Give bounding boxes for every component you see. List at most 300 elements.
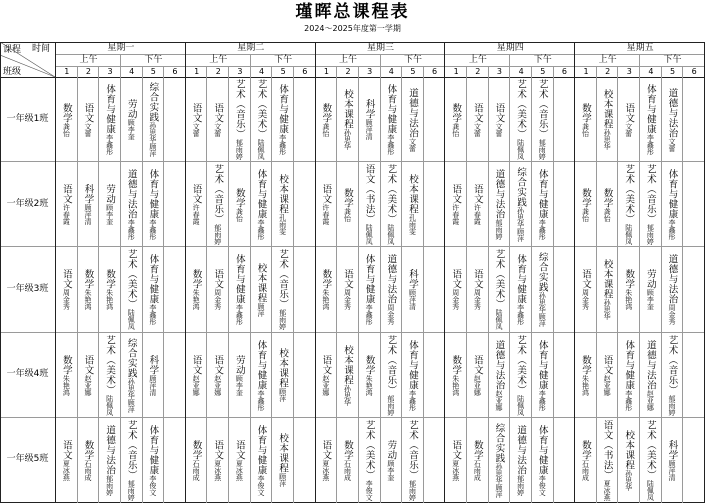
course-subject: 道德与法治 xyxy=(515,424,527,475)
course-teacher: 陆佩凤 xyxy=(257,139,265,161)
course-subject: 语文 xyxy=(212,354,224,375)
course-cell xyxy=(467,420,488,501)
course-cell xyxy=(445,335,466,416)
course-cell xyxy=(640,79,661,160)
course-cell xyxy=(445,249,466,330)
course-teacher: 龚怡 xyxy=(62,122,71,137)
course-cell xyxy=(575,420,596,501)
course-cell xyxy=(489,164,510,245)
course-cell xyxy=(78,164,99,245)
course-teacher: 陆佩凤 xyxy=(516,394,525,416)
course-teacher: 许春霞 xyxy=(62,204,71,226)
course-cell xyxy=(186,249,207,330)
day-header: 星期三 xyxy=(366,43,394,53)
course-teacher: 李鑫彤 xyxy=(148,219,157,241)
course-subject: 数学 xyxy=(580,354,591,375)
course-teacher: 朱艳鸿 xyxy=(62,374,71,396)
course-cell xyxy=(272,249,293,330)
course-cell xyxy=(402,164,423,245)
period-number: 2 xyxy=(85,67,91,76)
course-cell xyxy=(575,335,596,416)
course-teacher: 陆佩凤 xyxy=(624,224,633,246)
course-cell xyxy=(78,79,99,160)
course-subject: 体育与健康 xyxy=(147,169,159,220)
course-subject: 体育与健康 xyxy=(233,254,245,305)
course-teacher: 李鑫彤 xyxy=(538,389,547,411)
course-teacher: 陆佩凤 xyxy=(365,224,374,246)
course-teacher: 朱艳鸿 xyxy=(83,289,92,311)
course-subject: 艺术（美术） xyxy=(104,334,116,395)
period-number: 4 xyxy=(518,67,524,76)
course-cell xyxy=(207,249,228,330)
course-subject: 道德与法治 xyxy=(385,254,397,305)
course-subject: 体育与健康 xyxy=(666,169,678,220)
course-subject: 艺术（美术） xyxy=(125,249,137,310)
course-teacher: 周金秀 xyxy=(451,289,460,311)
course-cell xyxy=(532,335,553,416)
course-subject: 校本课程 xyxy=(277,174,289,215)
grid-line xyxy=(163,66,164,503)
course-teacher: 孙思华 xyxy=(603,299,612,321)
pm-header: 下午 xyxy=(274,55,293,65)
course-teacher: 赵亚娜 xyxy=(213,374,222,396)
course-cell xyxy=(662,335,683,416)
course-teacher: 周金秀 xyxy=(213,289,222,311)
course-cell xyxy=(359,335,380,416)
course-teacher: 郁雨婷 xyxy=(538,139,547,161)
course-cell xyxy=(662,249,683,330)
course-cell xyxy=(207,335,228,416)
course-subject: 语文 xyxy=(623,102,635,123)
class-name: 一年级2班 xyxy=(6,198,49,209)
course-subject: 校本课程 xyxy=(342,344,354,385)
course-cell xyxy=(467,335,488,416)
pm-header: 下午 xyxy=(663,55,682,65)
course-subject: 数学 xyxy=(580,102,591,123)
course-subject: 数学 xyxy=(342,439,354,460)
course-teacher: 龚怡 xyxy=(603,207,612,222)
course-cell xyxy=(381,79,402,160)
course-subject: 艺术（美术） xyxy=(385,164,397,225)
course-subject: 数学 xyxy=(342,187,354,208)
course-subject: 语文 xyxy=(82,354,94,375)
course-teacher: 李鑫彤 xyxy=(516,304,525,326)
course-teacher: 朱艳鸿 xyxy=(365,374,374,396)
course-teacher: 李鑫彤 xyxy=(105,134,114,156)
course-teacher: 李鑫彤 xyxy=(624,389,633,411)
corner-class-label: 班级 xyxy=(3,67,22,77)
course-subject: 语文 xyxy=(212,102,224,123)
course-teacher: 顾萍 xyxy=(278,473,287,488)
course-teacher: 赵亚娜 xyxy=(321,374,330,396)
course-subject: 艺术（音乐） xyxy=(644,164,656,225)
course-teacher: 陆佩凤 xyxy=(127,309,136,331)
course-subject: 语文（书法） xyxy=(363,164,375,225)
course-cell xyxy=(121,420,142,501)
course-teacher: 郁雨婷 xyxy=(278,309,287,331)
course-cell xyxy=(510,335,531,416)
course-teacher: 顾李奎 xyxy=(386,459,395,481)
course-cell xyxy=(229,420,250,501)
course-subject: 体育与健康 xyxy=(147,254,159,305)
course-cell xyxy=(359,420,380,501)
course-teacher: 顾萍 xyxy=(278,388,287,403)
course-subject: 语文 xyxy=(450,439,462,460)
course-teacher: 赵亚娜 xyxy=(192,374,201,396)
course-teacher: 文蕾 xyxy=(624,122,633,137)
course-cell xyxy=(186,335,207,416)
course-teacher: 顾李奎 xyxy=(105,204,114,226)
course-teacher: 李鑫彤 xyxy=(235,304,244,326)
course-cell xyxy=(337,420,358,501)
grid-line xyxy=(0,332,705,333)
course-cell xyxy=(56,164,77,245)
course-teacher: 周金秀 xyxy=(668,304,677,326)
course-subject: 劳动 xyxy=(385,439,397,460)
course-cell xyxy=(662,420,683,501)
course-cell xyxy=(359,164,380,245)
course-teacher: 龚怡 xyxy=(235,207,244,222)
course-subject: 艺术（音乐） xyxy=(277,249,289,310)
period-number: 6 xyxy=(302,67,308,76)
course-subject: 体育与健康 xyxy=(623,339,635,390)
period-number: 3 xyxy=(496,67,503,76)
course-cell xyxy=(510,420,531,501)
am-header: 上午 xyxy=(339,55,358,65)
course-subject: 数学 xyxy=(601,187,613,208)
course-cell xyxy=(618,335,639,416)
course-subject: 语文 xyxy=(471,184,483,205)
course-subject: 数学 xyxy=(233,187,245,208)
course-cell xyxy=(532,420,553,501)
period-number: 5 xyxy=(280,67,286,76)
course-subject: 道德与法治 xyxy=(666,254,678,305)
course-subject: 数学 xyxy=(60,354,72,375)
course-cell xyxy=(207,420,228,501)
course-subject: 语文 xyxy=(60,439,72,460)
course-subject: 语文 xyxy=(190,354,202,375)
course-subject: 综合实践 xyxy=(536,252,548,293)
course-teacher: 朱艳鸿 xyxy=(321,289,330,311)
course-teacher: 夏冰燕 xyxy=(213,459,222,481)
course-teacher: 龚怡 xyxy=(343,207,352,222)
course-subject: 语文 xyxy=(342,269,354,290)
course-cell xyxy=(402,79,423,160)
course-cell xyxy=(207,79,228,160)
course-cell xyxy=(99,335,120,416)
corner-course-label: 课程 xyxy=(3,45,22,55)
course-teacher: 石雨成 xyxy=(473,459,482,481)
course-cell xyxy=(662,79,683,160)
period-number: 1 xyxy=(64,67,70,76)
period-number: 3 xyxy=(626,67,632,76)
course-subject: 艺术（音乐） xyxy=(406,419,418,480)
course-cell xyxy=(532,79,553,160)
course-subject: 数学 xyxy=(471,439,483,460)
course-subject: 综合实践 xyxy=(147,82,159,123)
course-teacher: 郁雨婷 xyxy=(213,224,222,246)
course-teacher: 赵亚娜 xyxy=(603,374,612,396)
grid-line xyxy=(0,77,705,78)
course-teacher: 文蕾 xyxy=(408,137,417,152)
course-cell xyxy=(489,79,510,160)
day-header: 星期一 xyxy=(107,43,135,53)
course-teacher: 许春霞 xyxy=(451,204,460,226)
day-header: 星期四 xyxy=(496,43,524,53)
course-subject: 语文 xyxy=(233,439,245,460)
course-teacher: 孙思华顾萍 xyxy=(148,122,157,158)
course-cell xyxy=(272,164,293,245)
course-teacher: 夏冰燕 xyxy=(235,459,244,481)
course-teacher: 孙思华 xyxy=(624,469,633,491)
course-subject: 语文 xyxy=(580,269,591,290)
course-subject: 艺术（美术） xyxy=(515,79,527,140)
course-subject: 数学 xyxy=(580,439,591,460)
course-teacher: 周金秀 xyxy=(386,304,395,326)
course-cell xyxy=(597,420,618,501)
course-subject: 语文 xyxy=(471,102,483,123)
course-subject: 艺术（音乐） xyxy=(212,164,224,225)
course-cell xyxy=(662,164,683,245)
course-cell xyxy=(121,249,142,330)
course-subject: 体育与健康 xyxy=(385,84,397,135)
course-cell xyxy=(99,249,120,330)
course-cell xyxy=(337,335,358,416)
period-number: 6 xyxy=(561,67,567,76)
course-subject: 数学 xyxy=(82,439,94,460)
course-cell xyxy=(251,420,272,501)
course-subject: 语文 xyxy=(493,102,505,123)
course-cell xyxy=(489,335,510,416)
course-cell xyxy=(272,335,293,416)
course-teacher: 朱艳鸿 xyxy=(581,374,590,396)
course-subject: 道德与法治 xyxy=(406,87,418,138)
course-subject: 语文 xyxy=(212,269,224,290)
course-teacher: 夏冰燕 xyxy=(451,459,460,481)
course-teacher: 文蕾 xyxy=(192,122,201,137)
am-header: 上午 xyxy=(598,55,617,65)
course-teacher: 朱艳鸿 xyxy=(451,374,460,396)
course-teacher: 李鑫彤 xyxy=(386,134,395,156)
course-cell xyxy=(186,164,207,245)
course-subject: 数学 xyxy=(450,354,462,375)
course-subject: 劳动 xyxy=(644,269,656,290)
course-cell xyxy=(618,79,639,160)
course-cell xyxy=(207,164,228,245)
course-teacher: 李鑫彤 xyxy=(668,219,677,241)
course-cell xyxy=(381,335,402,416)
course-subject: 科学 xyxy=(147,354,159,375)
period-number: 6 xyxy=(432,67,438,76)
course-cell xyxy=(99,164,120,245)
course-cell xyxy=(99,79,120,160)
course-teacher: 陆佩凤 xyxy=(105,394,114,416)
course-cell xyxy=(402,249,423,330)
course-cell xyxy=(510,164,531,245)
course-cell xyxy=(99,420,120,501)
course-teacher: 赵亚娜 xyxy=(473,374,482,396)
page-title: 瑾晖总课程表 xyxy=(295,2,410,22)
corner-time-label: 时间 xyxy=(32,44,51,54)
course-subject: 语文 xyxy=(320,439,332,460)
course-subject: 语文 xyxy=(190,184,202,205)
course-subject: 语文 xyxy=(212,439,224,460)
course-teacher: 朱艳鸿 xyxy=(192,289,201,311)
course-subject: 数学 xyxy=(320,102,332,123)
course-subject: 体育与健康 xyxy=(644,84,656,135)
course-cell xyxy=(489,420,510,501)
course-teacher: 郁雨婷 xyxy=(408,479,417,501)
course-teacher: 周金秀 xyxy=(62,289,71,311)
course-subject: 语文 xyxy=(320,184,332,205)
course-subject: 体育与健康 xyxy=(104,84,116,135)
course-teacher: 李鑫彤 xyxy=(148,304,157,326)
course-cell xyxy=(445,420,466,501)
course-cell xyxy=(445,79,466,160)
course-subject: 艺术（音乐） xyxy=(536,79,548,140)
course-subject: 语文 xyxy=(471,354,483,375)
course-teacher: 孙思华 xyxy=(343,129,352,151)
course-cell xyxy=(272,420,293,501)
course-cell xyxy=(532,164,553,245)
period-number: 6 xyxy=(691,67,697,76)
period-number: 2 xyxy=(215,67,221,76)
course-teacher: 顾萍清 xyxy=(408,289,417,311)
course-teacher: 陆佩凤 xyxy=(646,479,655,501)
course-teacher: 孙思华顾萍 xyxy=(494,462,503,498)
course-subject: 校本课程 xyxy=(277,348,289,389)
course-cell xyxy=(143,335,164,416)
course-teacher: 许春霞 xyxy=(321,204,330,226)
course-subject: 综合实践 xyxy=(125,337,137,378)
course-teacher: 赵亚娜 xyxy=(83,374,92,396)
course-cell xyxy=(510,79,531,160)
course-subject: 语文 xyxy=(320,354,332,375)
course-cell xyxy=(78,335,99,416)
course-teacher: 陆佩凤 xyxy=(516,139,525,161)
course-subject: 语文 xyxy=(450,269,462,290)
course-subject: 数学 xyxy=(450,102,462,123)
course-subject: 体育与健康 xyxy=(406,339,418,390)
course-cell xyxy=(121,79,142,160)
course-subject: 数学 xyxy=(320,269,332,290)
course-teacher: 顾李奎 xyxy=(235,374,244,396)
period-number: 4 xyxy=(648,67,654,76)
course-teacher: 郁雨婷 xyxy=(235,139,244,161)
course-subject: 科学 xyxy=(82,184,94,205)
course-cell xyxy=(597,335,618,416)
course-cell xyxy=(640,420,661,501)
course-teacher: 石雨成 xyxy=(192,459,201,481)
period-number: 5 xyxy=(150,67,156,76)
course-teacher: 龚怡 xyxy=(581,207,590,222)
course-teacher: 许春霞 xyxy=(473,204,482,226)
course-subject: 道德与法治 xyxy=(666,87,678,138)
course-subject: 体育与健康 xyxy=(255,424,267,475)
course-teacher: 李俊文 xyxy=(538,474,547,496)
course-subject: 语文 xyxy=(60,269,72,290)
course-cell xyxy=(229,164,250,245)
am-header: 上午 xyxy=(468,55,487,65)
course-cell xyxy=(640,249,661,330)
course-teacher: 陆佩凤 xyxy=(494,309,503,331)
period-number: 3 xyxy=(237,67,243,76)
course-subject: 体育与健康 xyxy=(255,339,267,390)
course-subject: 数学 xyxy=(104,269,116,290)
course-cell xyxy=(618,420,639,501)
course-subject: 校本课程 xyxy=(342,89,354,130)
period-number: 2 xyxy=(345,67,351,76)
course-teacher: 郁雨婷 xyxy=(516,474,525,496)
course-cell xyxy=(359,79,380,160)
course-teacher: 朱艳鸿 xyxy=(105,289,114,311)
course-teacher: 周金秀 xyxy=(343,289,352,311)
course-cell xyxy=(251,249,272,330)
grid-line xyxy=(0,161,705,162)
course-subject: 道德与法治 xyxy=(644,339,656,390)
course-cell xyxy=(316,79,337,160)
period-number: 4 xyxy=(129,67,135,76)
course-cell xyxy=(272,79,293,160)
course-teacher: 龚怡 xyxy=(321,122,330,137)
page-subtitle: 2024～2025年度第一学期 xyxy=(304,24,401,33)
course-teacher: 夏冰燕 xyxy=(62,459,71,481)
course-teacher: 夏冰燕 xyxy=(603,479,612,501)
course-cell xyxy=(618,164,639,245)
class-name: 一年级3班 xyxy=(6,284,49,294)
course-subject: 校本课程 xyxy=(601,259,613,300)
course-teacher: 顾萍清 xyxy=(668,459,677,481)
course-subject: 艺术（音乐） xyxy=(233,79,245,140)
course-teacher: 石雨成 xyxy=(343,459,352,481)
course-subject: 数学 xyxy=(60,102,72,123)
course-cell xyxy=(316,249,337,330)
corner-diagonal xyxy=(0,42,56,78)
grid-line xyxy=(423,66,424,503)
course-subject: 数学 xyxy=(580,187,591,208)
course-cell xyxy=(316,335,337,416)
course-cell xyxy=(316,164,337,245)
period-number: 1 xyxy=(583,67,589,76)
course-teacher: 赵亚娜 xyxy=(646,389,655,411)
course-teacher: 顾萍 xyxy=(257,302,265,317)
course-subject: 体育与健康 xyxy=(536,169,548,220)
course-teacher: 李鑫彤 xyxy=(127,219,136,241)
course-subject: 校本课程 xyxy=(601,89,613,130)
course-teacher: 文蕾 xyxy=(494,122,503,137)
pm-header: 下午 xyxy=(403,55,422,65)
course-teacher: 顾李奎 xyxy=(646,289,655,311)
course-teacher: 李鑫彤 xyxy=(257,219,265,241)
course-cell xyxy=(316,420,337,501)
course-subject: 语文 xyxy=(190,102,202,123)
course-teacher: 李鑫彤 xyxy=(257,389,265,411)
course-teacher: 石雨成 xyxy=(83,459,92,481)
grid-line xyxy=(293,66,294,503)
course-subject: 校本课程 xyxy=(623,429,635,470)
course-subject: 体育与健康 xyxy=(147,424,159,475)
course-subject: 校本课程 xyxy=(406,174,418,215)
course-subject: 体育与健康 xyxy=(255,169,267,220)
course-cell xyxy=(121,164,142,245)
course-cell xyxy=(229,335,250,416)
grid-line xyxy=(682,66,683,503)
course-subject: 艺术（美术） xyxy=(623,164,635,225)
course-subject: 艺术（音乐） xyxy=(385,334,397,395)
course-teacher: 顾萍清 xyxy=(83,204,92,226)
course-teacher: 赵亚娜 xyxy=(494,389,503,411)
course-cell xyxy=(56,79,77,160)
